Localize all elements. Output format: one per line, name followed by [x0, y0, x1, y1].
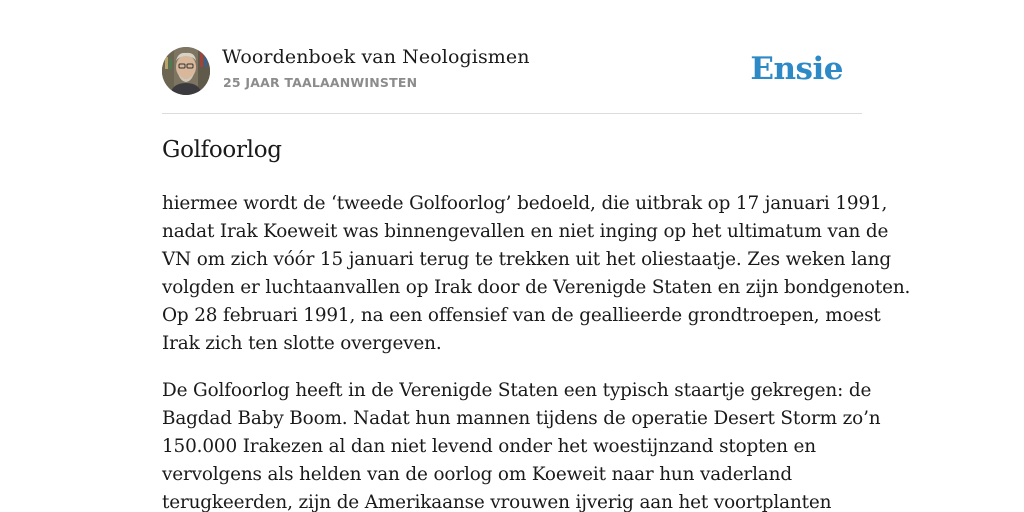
author-avatar[interactable]	[162, 47, 210, 95]
site-header	[162, 46, 862, 96]
text-line: Irak zich ten slotte overgeven.	[162, 333, 442, 354]
text-line: Op 28 februari 1991, na een offensief van de geallieerde grondtroepen, moest	[162, 305, 881, 326]
entry-title: Golfoorlog	[162, 137, 282, 163]
book-title[interactable]: Woordenboek van Neologismen	[222, 46, 530, 68]
text-line: vervolgens als helden van de oorlog om Koeweit naar hun vaderland	[162, 464, 792, 485]
text-line: hiermee wordt de ‘tweede Golfoorlog’ bedoeld, die uitbrak op 17 januari 1991,	[162, 193, 888, 214]
paragraph	[162, 190, 911, 358]
book-subtitle: 25 JAAR TAALAANWINSTEN	[223, 75, 418, 90]
text-line: 150.000 Irakezen al dan niet levend onder het woestijnzand stopten en	[162, 436, 816, 457]
text-line: VN om zich vóór 15 januari terug te trekken uit het oliestaatje. Zes weken lang	[162, 249, 891, 270]
text-line: terugkeerden, zijn de Amerikaanse vrouwen ijverig aan het voortplanten	[162, 492, 832, 512]
header-divider	[162, 113, 862, 114]
paragraph	[162, 377, 882, 512]
author-portrait-image	[162, 47, 210, 95]
text-line: volgden er luchtaanvallen op Irak door de Verenigde Staten en zijn bondgenoten.	[162, 277, 911, 298]
entry-content	[162, 190, 911, 512]
text-line: Bagdad Baby Boom. Nadat hun mannen tijdens de operatie Desert Storm zo’n	[162, 408, 881, 429]
ensie-logo[interactable]: Ensie	[750, 51, 843, 87]
text-line: De Golfoorlog heeft in de Verenigde Staten een typisch staartje gekregen: de	[162, 380, 872, 401]
text-line: nadat Irak Koeweit was binnengevallen en niet inging op het ultimatum van de	[162, 221, 889, 242]
